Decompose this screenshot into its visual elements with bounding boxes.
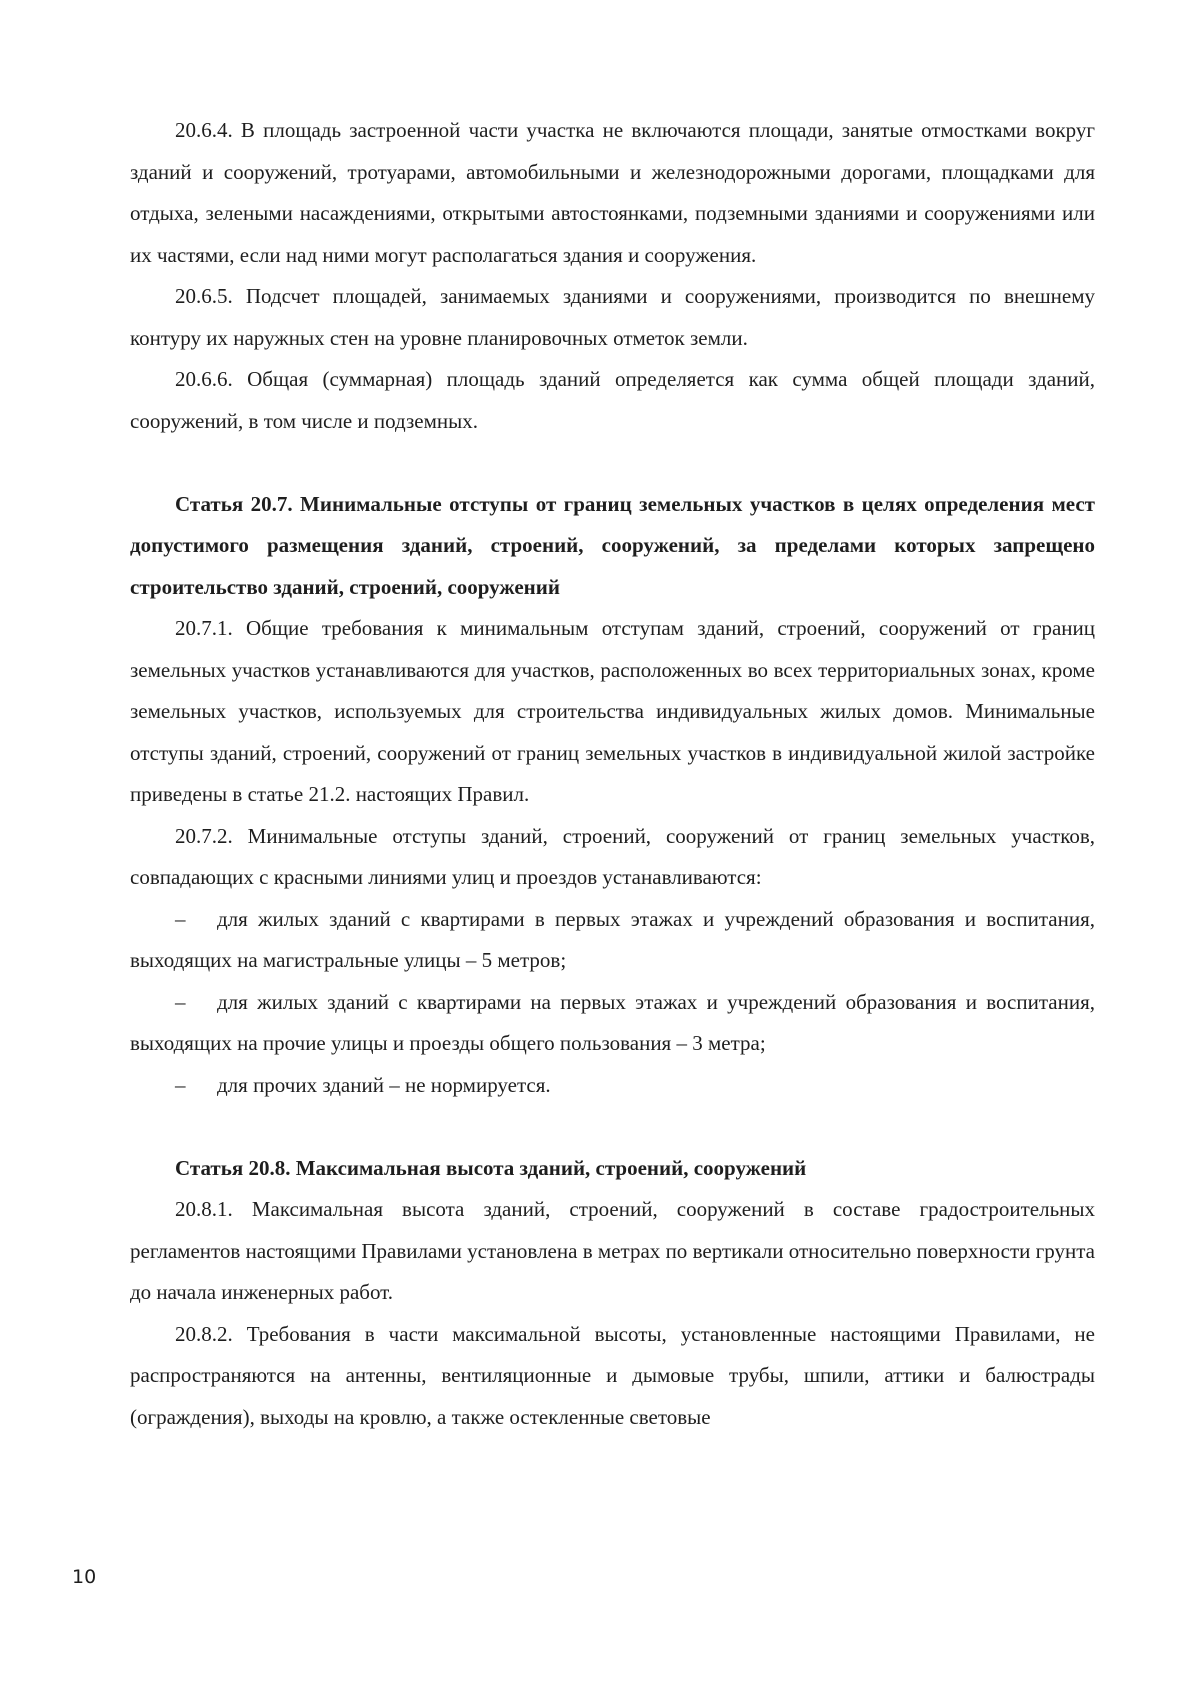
list-item-text: для жилых зданий с квартирами в первых этажах и учреждений образования и воспитания, выходящих на магистральные улицы – 5 метров; — [130, 906, 1095, 972]
paragraph-20-8-2: 20.8.2. Требования в части максимальной высоты, установленные настоящими Правилами, не распространяются на антенны, вентиляционные и дымовые трубы, шпили, аттики и балюстрады (ограждения), выходы на кровлю, а также остекленные световые — [130, 1321, 1095, 1429]
list-item — [130, 1065, 1095, 1107]
article-20-8-heading: Статья 20.8. Максимальная высота зданий, строений, сооружений — [175, 1155, 807, 1180]
paragraph-20-6-6: 20.6.6. Общая (суммарная) площадь зданий определяется как сумма общей площади зданий, сооружений, в том числе и подземных. — [130, 367, 1095, 433]
paragraph-20-7-2: 20.7.2. Минимальные отступы зданий, строений, сооружений от границ земельных участков, совпадающих с красными линиями улиц и проездов устанавливаются: — [130, 823, 1095, 889]
page-number: 10 — [72, 1566, 97, 1588]
paragraph-20-7-1: 20.7.1. Общие требования к минимальным отступам зданий, строений, сооружений от границ земельных участков устанавливаются для участков, расположенных во всех территориальных зонах, кроме земельных участков, используемых для строительства индивидуальных жилых домов. Минимальные отступы зданий, строений, сооружений от границ земельных участков в индивидуальной жилой застройке приведены в статье 21.2. настоящих Правил. — [130, 616, 1095, 806]
dash-bullet: – — [175, 906, 186, 931]
list-item — [130, 982, 1095, 1065]
section-spacer — [130, 442, 1095, 484]
dash-bullet: – — [175, 989, 186, 1014]
paragraph-20-8-1: 20.8.1. Максимальная высота зданий, строений, сооружений в составе градостроительных регламентов настоящими Правилами установлена в метрах по вертикали относительно поверхности грунта до начала инженерных работ. — [130, 1197, 1095, 1304]
section-spacer — [130, 1106, 1095, 1148]
page-body — [130, 110, 1095, 1438]
list-item-text: для прочих зданий – не нормируется. — [217, 1072, 551, 1097]
article-20-7-heading: Статья 20.7. Минимальные отступы от границ земельных участков в целях определения мест допустимого размещения зданий, строений, сооружений, за пределами которых запрещено строительство зданий, строений, сооружений — [130, 491, 1095, 599]
list-item — [130, 899, 1095, 982]
list-item-text: для жилых зданий с квартирами на первых этажах и учреждений образования и воспитания, выходящих на прочие улицы и проезды общего пользования – 3 метра; — [130, 989, 1095, 1055]
paragraph-20-6-5: 20.6.5. Подсчет площадей, занимаемых зданиями и сооружениями, производится по внешнему контуру их наружных стен на уровне планировочных отметок земли. — [130, 284, 1095, 350]
dash-bullet: – — [175, 1072, 186, 1097]
paragraph-20-6-4: 20.6.4. В площадь застроенной части участка не включаются площади, занятые отмостками вокруг зданий и сооружений, тротуарами, автомобильными и железнодорожными дорогами, площадками для отдыха, зелеными насаждениями, открытыми автостоянками, подземными зданиями и сооружениями или их частями, если над ними могут располагаться здания и сооружения. — [130, 118, 1095, 267]
